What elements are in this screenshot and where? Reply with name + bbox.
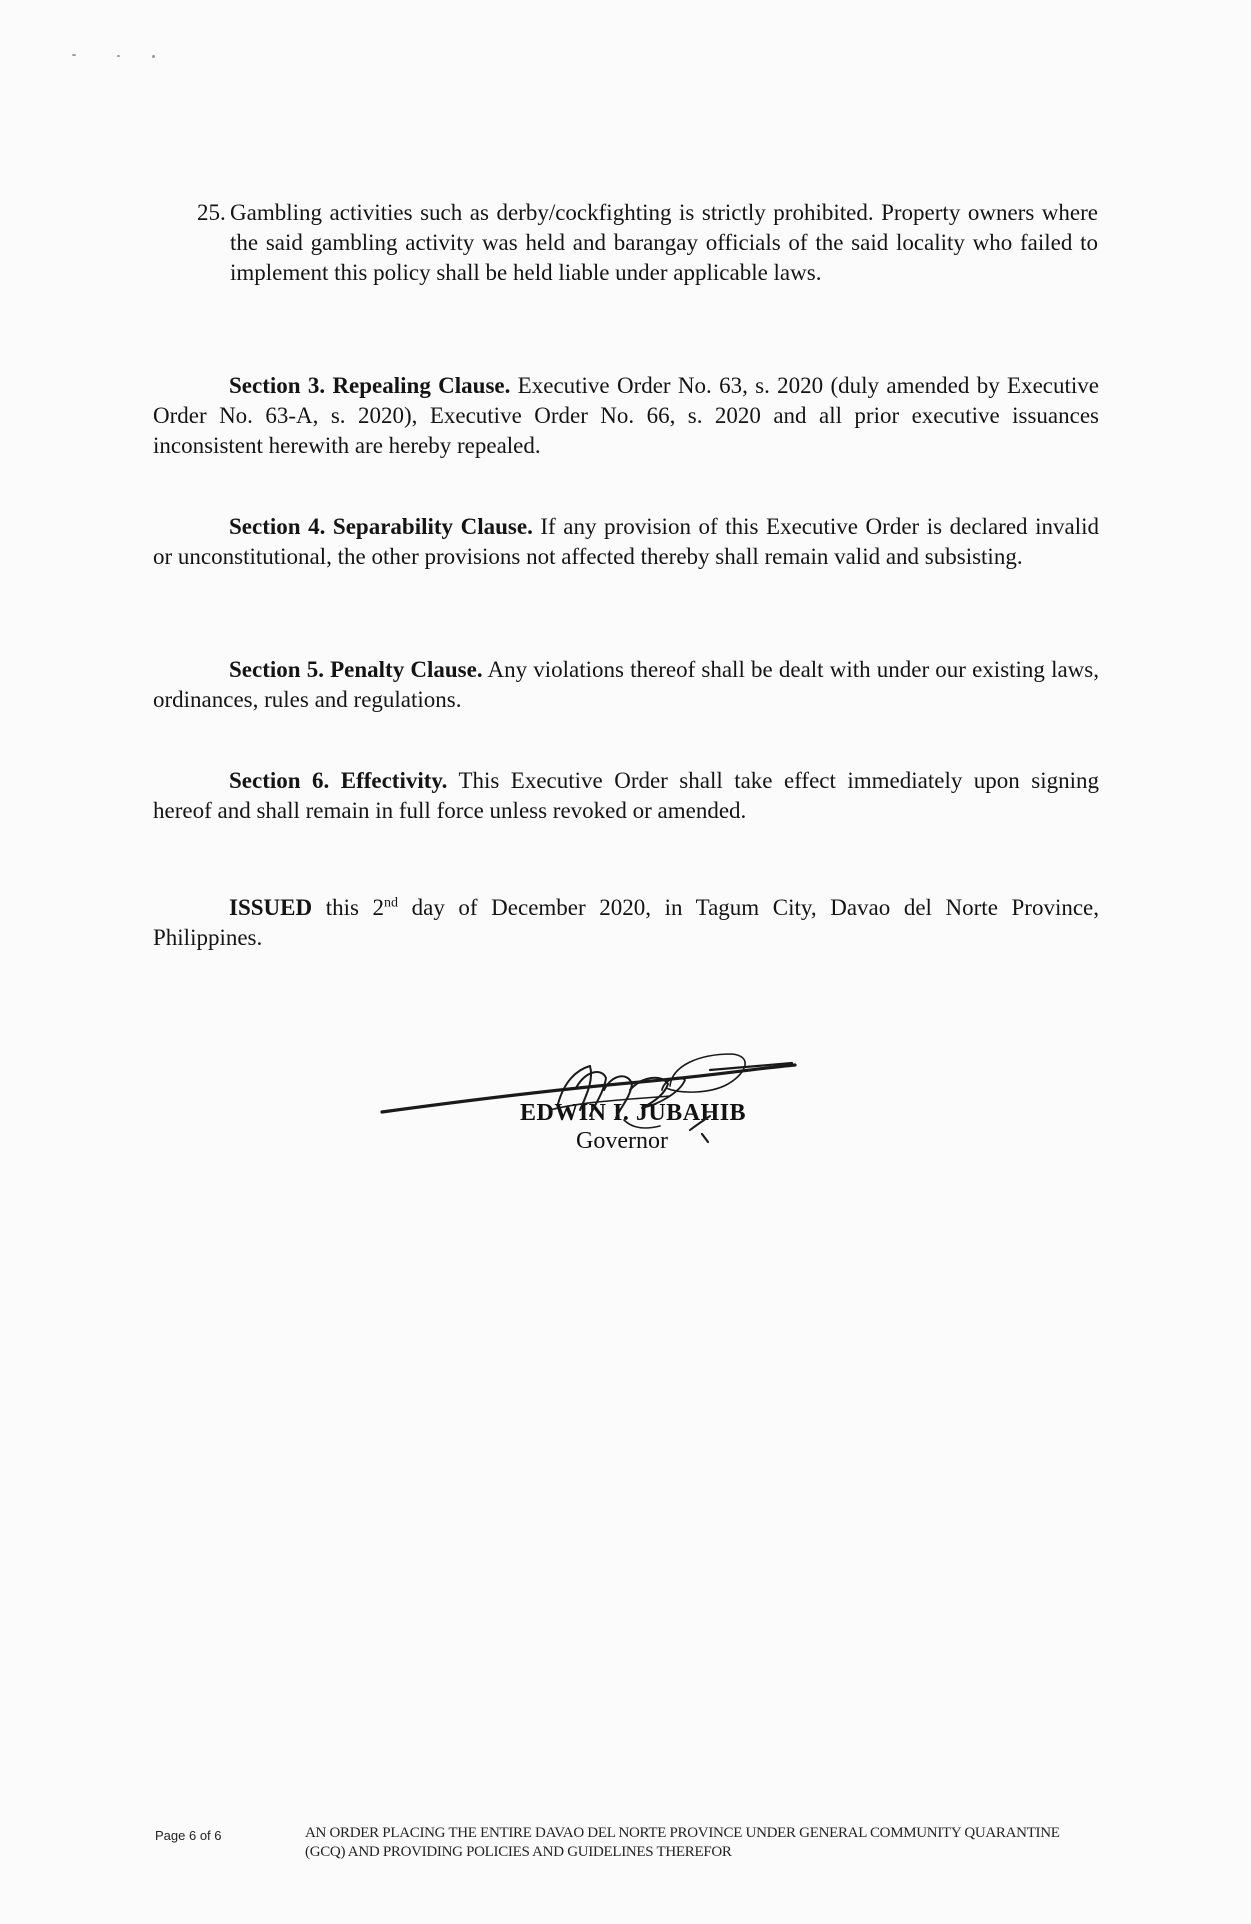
issued-text-before: this 2 [312,895,385,920]
section-text: Executive Order No. 63, s. 2020 (duly amended by Executive Order No. 63-A, s. 2020), Executive Order No. 66, s. 2020 and all prior executive issuances inconsistent herewith are hereby repealed. [153,373,1099,458]
issued-heading: ISSUED [229,895,313,920]
section-3-repealing-clause [153,371,1099,461]
issued-day-suffix: nd [384,895,399,911]
list-item-25 [197,198,1098,288]
section-heading: Section 6. Effectivity. [229,768,448,793]
signer-title: Governor [576,1128,668,1154]
section-heading: Section 4. Separability Clause. [229,514,533,539]
list-item-text: Gambling activities such as derby/cockfighting is strictly prohibited. Property owners where the said gambling activity was held and barangay officials of the said locality who failed to implement this policy shall be held liable under applicable laws. [230,200,1098,285]
scan-specks [72,52,172,58]
list-item-number: 25. [197,200,226,225]
handwritten-signature [380,1030,800,1160]
section-text: Any violations thereof shall be dealt with under our existing laws, ordinances, rules and regulations. [153,657,1099,712]
section-6-effectivity [153,766,1099,826]
signer-name: EDWIN I. JUBAHIB [520,1100,747,1126]
footer-document-title: AN ORDER PLACING THE ENTIRE DAVAO DEL NORTE PROVINCE UNDER GENERAL COMMUNITY QUARANTINE (GCQ) AND PROVIDING POLICIES AND GUIDELINES THEREFOR [305,1825,1060,1860]
section-heading: Section 3. Repealing Clause. [229,373,511,398]
page-footer [155,1824,1100,1864]
issued-statement [153,893,1099,953]
section-heading: Section 5. Penalty Clause. [229,657,483,682]
section-5-penalty-clause [153,655,1099,715]
section-text: This Executive Order shall take effect immediately upon signing hereof and shall remain in full force unless revoked or amended. [153,768,1099,823]
section-text: If any provision of this Executive Order is declared invalid or unconstitutional, the other provisions not affected thereby shall remain valid and subsisting. [153,514,1099,569]
page-number: Page 6 of 6 [155,1828,222,1843]
signature-block [380,1030,800,1160]
section-4-separability-clause [153,512,1099,572]
issued-text-after: day of December 2020, in Tagum City, Davao del Norte Province, Philippines. [153,895,1100,950]
